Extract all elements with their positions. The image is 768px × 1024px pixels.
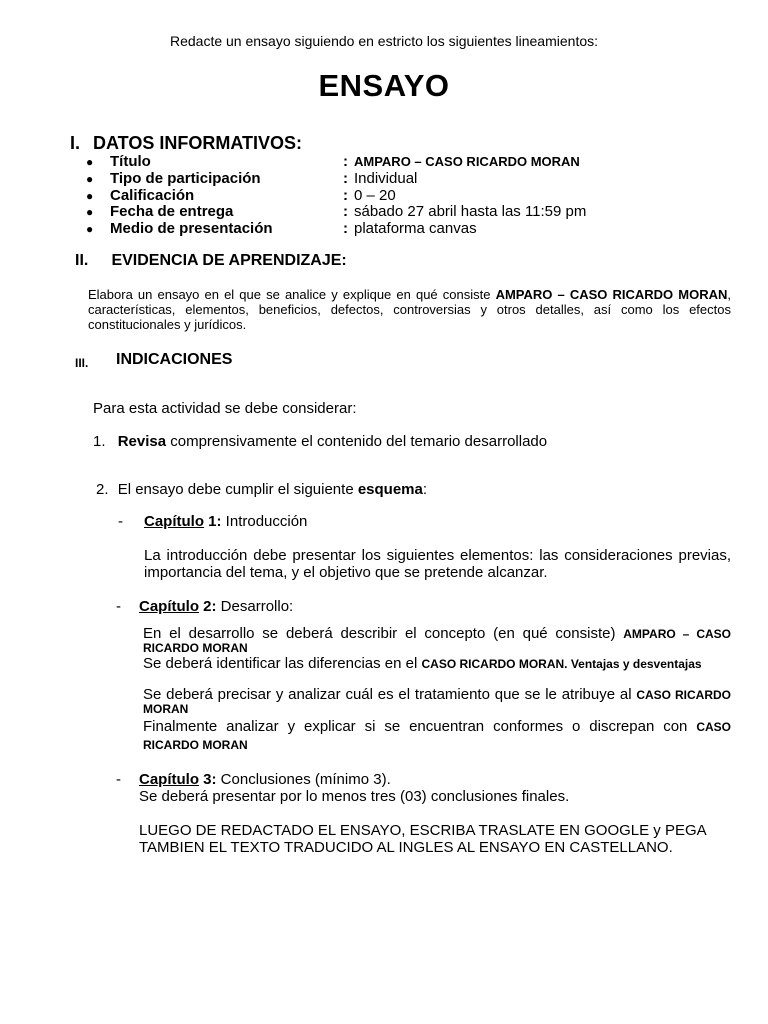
indicaciones-lead: Para esta actividad se debe considerar: [93,400,357,417]
line-bold: CASO RICARDO MORAN [143,688,731,716]
chapter-1-heading [144,513,307,530]
info-value: AMPARO – CASO RICARDO MORAN [354,154,580,169]
info-colon: : [343,203,348,220]
info-label: Título [110,153,151,170]
section-title: EVIDENCIA DE APRENDIZAJE: [111,252,347,269]
chapter-word: Capítulo [139,598,199,615]
info-colon: : [343,220,348,237]
section-number: II. [75,252,89,269]
chapter-name: Introducción [221,513,308,530]
info-label: Calificación [110,187,195,204]
info-label: Tipo de participación [110,170,261,187]
info-label: Fecha de entrega [110,203,234,220]
page-title: ENSAYO [318,68,450,103]
list-item-revisa [93,433,547,450]
chapter-2-line-1 [143,627,731,655]
section-evidencia-heading [75,252,347,270]
chapter-word: Capítulo [144,513,204,530]
list-number: 2. [96,481,109,498]
chapter-number: 3: [199,771,217,788]
line-bold: CASO RICARDO MORAN. Ventajas y desventajas [421,657,702,671]
chapter-number: 2: [199,598,217,615]
bullet-icon: ● [86,222,94,236]
list-bold: esquema [357,481,423,498]
info-label: Medio de presentación [110,220,273,237]
chapter-2-line-3 [143,688,731,716]
section-title: DATOS INFORMATIVOS: [93,133,303,153]
chapter-2-heading [139,598,293,615]
list-text: : [422,481,428,498]
line-bold: CASO RICARDO MORAN [143,720,731,752]
paragraph-text: Elabora un ensayo en el que se analice y explique en qué consiste [88,287,496,302]
info-colon: : [343,187,348,204]
chapter-word: Capítulo [139,771,199,788]
info-value: 0 – 20 [354,187,396,204]
list-text: El ensayo debe cumplir el siguiente [117,481,358,498]
dash-marker: - [116,598,121,615]
info-value: sábado 27 abril hasta las 11:59 pm [354,203,587,220]
line-text: Se deberá identificar las diferencias en el [143,655,422,672]
section-number: I. [70,133,81,153]
line-text: En el desarrollo se deberá describir el concepto (en qué consiste) [143,625,624,642]
info-value: Individual [354,170,418,187]
list-bold: Revisa [117,433,167,450]
chapter-3-text: Se deberá presentar por lo menos tres (03) conclusiones finales. [139,788,570,805]
list-number: 1. [93,433,106,450]
list-item-esquema [96,481,427,498]
chapter-3-heading [139,771,391,788]
line-text: Finalmente analizar y explicar si se encuentran conformes o discrepan con [143,718,697,735]
info-colon: : [343,153,348,170]
section-datos-heading [70,133,302,154]
dash-marker: - [118,513,123,530]
line-bold: AMPARO – CASO RICARDO MORAN [143,627,731,655]
bullet-icon: ● [86,205,94,219]
dash-marker: - [116,771,121,788]
section-number: III. [75,356,89,370]
final-note: LUEGO DE REDACTADO EL ENSAYO, ESCRIBA TRASLATE EN GOOGLE y PEGA TAMBIEN EL TEXTO TRADUCIDO AL INGLES AL ENSAYO EN CASTELLANO. [139,822,706,856]
info-colon: : [343,170,348,187]
paragraph-bold: AMPARO – CASO RICARDO MORAN [495,287,728,302]
chapter-name: Conclusiones (mínimo 3). [216,771,391,788]
bullet-icon: ● [86,189,94,203]
line-text: Se deberá precisar y analizar cuál es el tratamiento que se le atribuye al [143,686,637,703]
section-title: INDICACIONES [116,351,233,368]
evidencia-paragraph [88,287,731,332]
chapter-2-line-2 [143,657,731,671]
list-text: comprensivamente el contenido del temario desarrollado [166,433,548,450]
chapter-2-line-4 [143,718,731,754]
info-value: plataforma canvas [354,220,477,237]
bullet-icon: ● [86,172,94,186]
chapter-number: 1: [204,513,222,530]
paragraph-text: , características, elementos, beneficios, defectos, controversias y otros detalles, así como los efectos constitucionales y jurídicos. [88,287,731,332]
intro-text: Redacte un ensayo siguiendo en estricto los siguientes lineamientos: [169,33,599,49]
chapter-name: Desarrollo: [216,598,294,615]
chapter-1-text: La introducción debe presentar los siguientes elementos: las consideraciones previas, importancia del tema, y el objetivo que se pretende alcanzar. [144,547,731,581]
bullet-icon: ● [86,155,94,169]
